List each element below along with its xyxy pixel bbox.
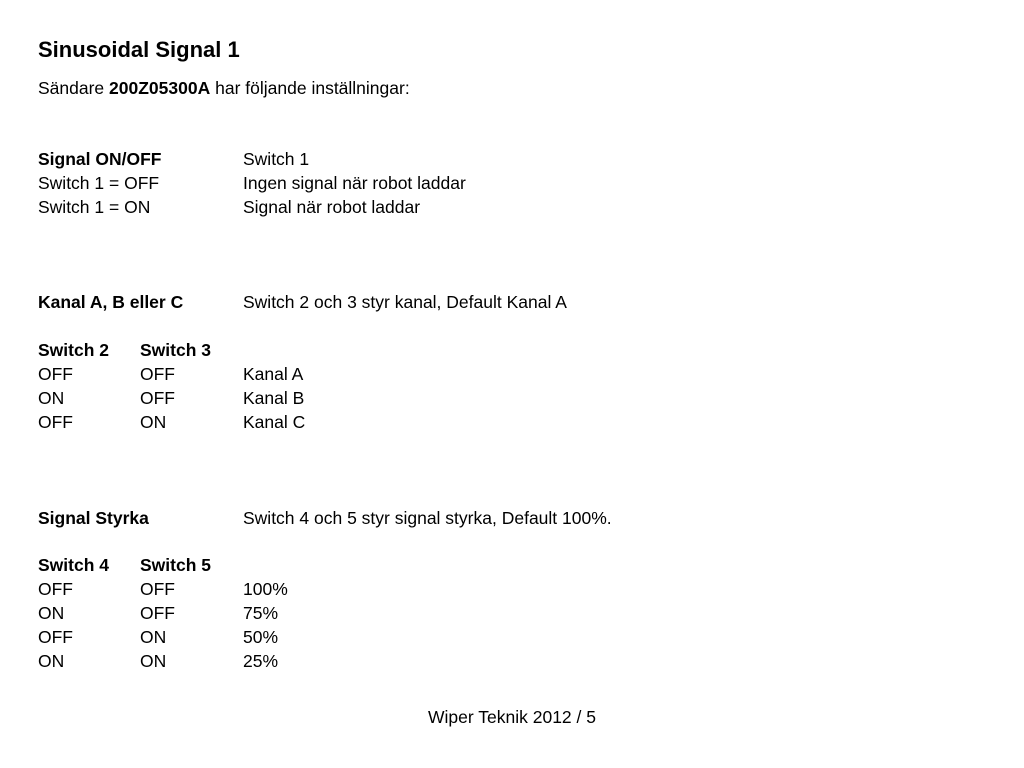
model-number: 200Z05300A [109, 78, 211, 98]
kanal-cell-switch3: ON [140, 412, 167, 432]
signal-onoff-result: Signal när robot laddar [243, 197, 421, 217]
signal-onoff-desc: Switch 1 [243, 149, 310, 169]
signal-onoff-setting: Switch 1 = OFF [38, 173, 160, 193]
styrka-desc: Switch 4 och 5 styr signal styrka, Default 100%. [243, 508, 612, 528]
kanal-label: Kanal A, B eller C [38, 292, 184, 312]
intro-suffix: har följande inställningar: [215, 78, 410, 98]
kanal-desc: Switch 2 och 3 styr kanal, Default Kanal A [243, 292, 567, 312]
kanal-cell-switch3: OFF [140, 364, 175, 384]
signal-onoff-result: Ingen signal när robot laddar [243, 173, 466, 193]
page-title: Sinusoidal Signal 1 [38, 37, 240, 62]
styrka-cell-switch4: OFF [38, 627, 73, 647]
signal-onoff-label: Signal ON/OFF [38, 149, 162, 169]
styrka-cell-result: 25% [243, 651, 279, 671]
styrka-label: Signal Styrka [38, 508, 149, 528]
intro-text [38, 77, 410, 99]
styrka-cell-result: 100% [243, 579, 288, 599]
signal-onoff-setting: Switch 1 = ON [38, 197, 151, 217]
styrka-header-switch5: Switch 5 [140, 555, 211, 575]
kanal-cell-result: Kanal C [243, 412, 306, 432]
styrka-cell-result: 50% [243, 627, 279, 647]
kanal-header-switch2: Switch 2 [38, 340, 109, 360]
kanal-header-switch3: Switch 3 [140, 340, 211, 360]
styrka-cell-switch5: OFF [140, 579, 175, 599]
kanal-cell-result: Kanal B [243, 388, 305, 408]
page-footer: Wiper Teknik 2012 / 5 [428, 707, 596, 727]
styrka-cell-switch4: OFF [38, 579, 73, 599]
styrka-header-switch4: Switch 4 [38, 555, 109, 575]
styrka-cell-switch5: ON [140, 651, 167, 671]
styrka-cell-switch5: ON [140, 627, 167, 647]
kanal-cell-switch2: OFF [38, 412, 73, 432]
kanal-cell-switch2: OFF [38, 364, 73, 384]
styrka-cell-switch5: OFF [140, 603, 175, 623]
kanal-cell-switch2: ON [38, 388, 65, 408]
kanal-cell-switch3: OFF [140, 388, 175, 408]
styrka-cell-switch4: ON [38, 651, 65, 671]
intro-prefix: Sändare [38, 78, 105, 98]
styrka-cell-switch4: ON [38, 603, 65, 623]
kanal-cell-result: Kanal A [243, 364, 304, 384]
styrka-cell-result: 75% [243, 603, 279, 623]
